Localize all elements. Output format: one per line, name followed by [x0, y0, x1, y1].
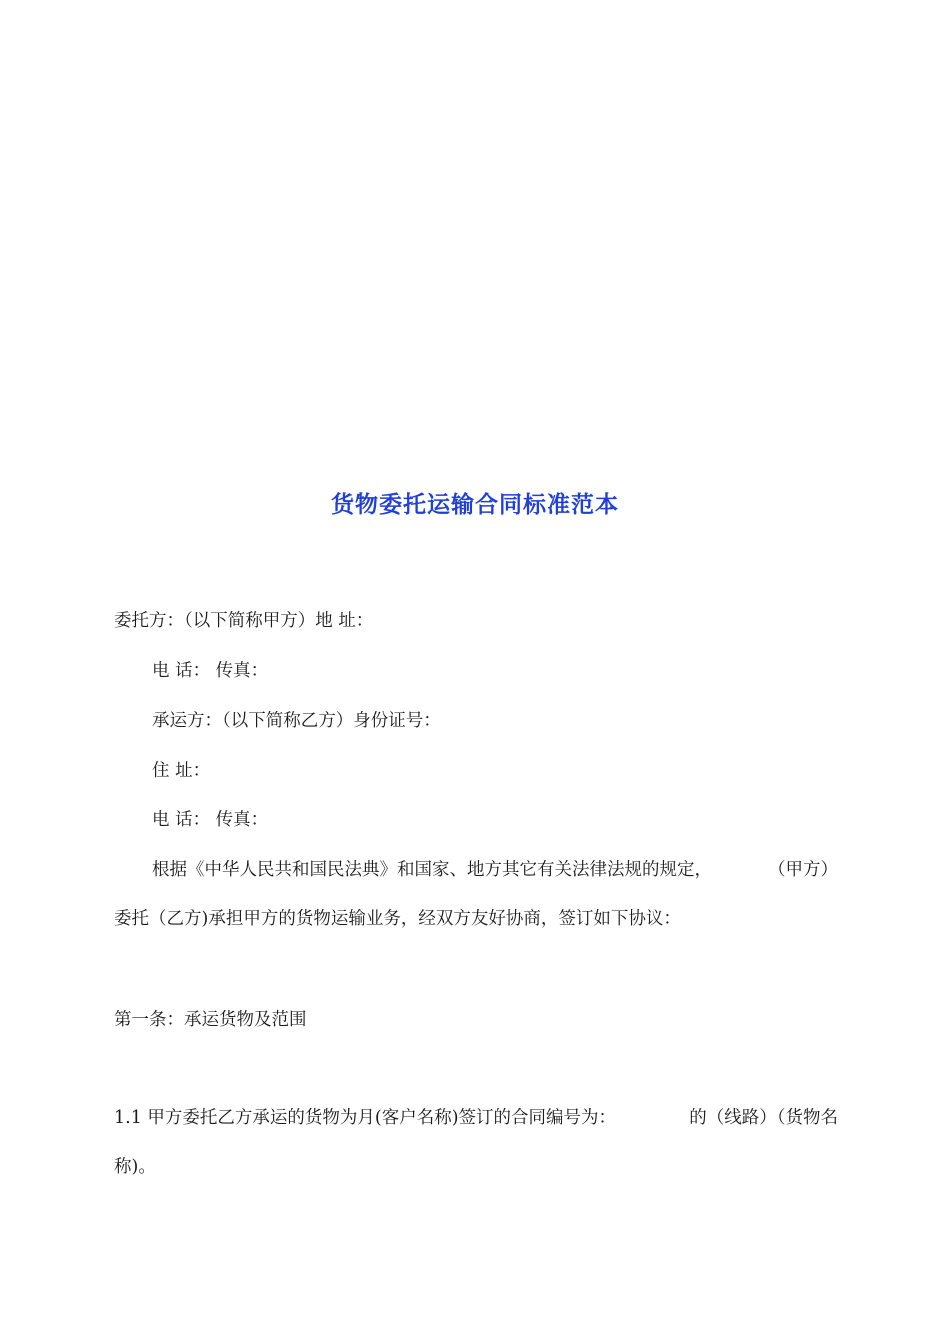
clause-1-1-line-2: 称)。 [114, 1157, 156, 1177]
preamble-paragraph-line-1 [114, 858, 838, 882]
phone-fax-line-1: 电 话： 传真： [152, 661, 269, 681]
article-1-heading: 第一条：承运货物及范围 [114, 1010, 307, 1030]
clause-1-1-text-end: 的（线路）（货物名 [689, 1108, 838, 1128]
document-title: 货物委托运输合同标准范本 [331, 492, 619, 518]
preamble-line-1-party: （甲方） [768, 860, 838, 880]
preamble-line-1-text: 根据《中华人民共和国民法典》和国家、地方其它有关法律法规的规定， [152, 860, 712, 880]
clause-1-1-line-1 [114, 1106, 838, 1130]
phone-fax-line-2: 电 话： 传真： [152, 810, 269, 830]
address-line: 住 址： [152, 761, 211, 781]
preamble-paragraph-line-2: 委托（乙方)承担甲方的货物运输业务，经双方友好协商，签订如下协议： [114, 909, 681, 929]
consignor-line: 委托方：（以下简称甲方）地 址： [114, 611, 374, 631]
carrier-line: 承运方：（以下简称乙方）身份证号： [152, 711, 441, 731]
clause-1-1-text: 1.1 甲方委托乙方承运的货物为月(客户名称)签订的合同编号为： [114, 1108, 617, 1128]
